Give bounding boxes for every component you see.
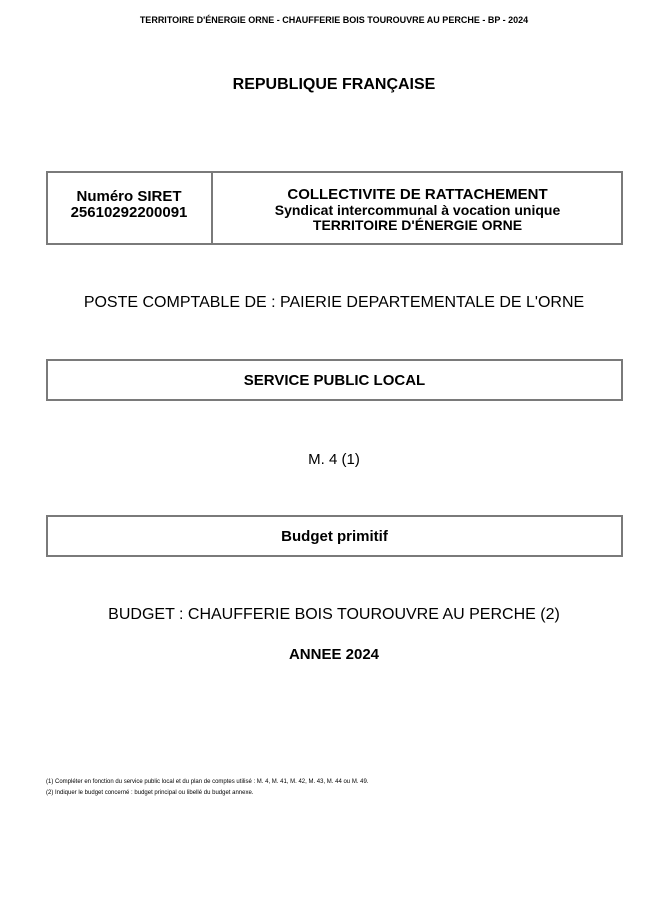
footnote-2: (2) Indiquer le budget concerné : budget principal ou libellé du budget annexe. xyxy=(46,790,254,796)
page-header: TERRITOIRE D'ÉNERGIE ORNE - CHAUFFERIE BOIS TOUROUVRE AU PERCHE - BP - 2024 xyxy=(139,15,529,25)
poste-comptable: POSTE COMPTABLE DE : PAIERIE DEPARTEMENTALE DE L'ORNE xyxy=(83,294,585,311)
siret-number: 25610292200091 xyxy=(70,204,188,221)
collectivite-line2: TERRITOIRE D'ÉNERGIE ORNE xyxy=(312,217,523,233)
footnote-1: (1) Compléter en fonction du service public local et du plan de comptes utilisé : M. 4, M. 41, M. 42, M. 43, M. 44 ou M. 49. xyxy=(46,779,369,785)
siret-collectivite-box xyxy=(46,171,623,245)
siret-cell xyxy=(47,172,213,244)
service-label: SERVICE PUBLIC LOCAL xyxy=(243,371,426,389)
siret-label: Numéro SIRET xyxy=(76,188,182,205)
annee: ANNEE 2024 xyxy=(288,646,380,663)
republique-heading: REPUBLIQUE FRANÇAISE xyxy=(232,76,436,93)
footnotes xyxy=(46,777,626,799)
collectivite-cell xyxy=(213,172,622,244)
service-box xyxy=(46,359,623,401)
collectivite-title: COLLECTIVITE DE RATTACHEMENT xyxy=(287,186,548,203)
nomenclature: M. 4 (1) xyxy=(308,451,360,468)
budget-type-box xyxy=(46,515,623,557)
collectivite-line1: Syndicat intercommunal à vocation unique xyxy=(274,202,561,218)
budget-name: BUDGET : CHAUFFERIE BOIS TOUROUVRE AU PERCHE (2) xyxy=(108,606,560,623)
budget-type-label: Budget primitif xyxy=(281,527,388,545)
